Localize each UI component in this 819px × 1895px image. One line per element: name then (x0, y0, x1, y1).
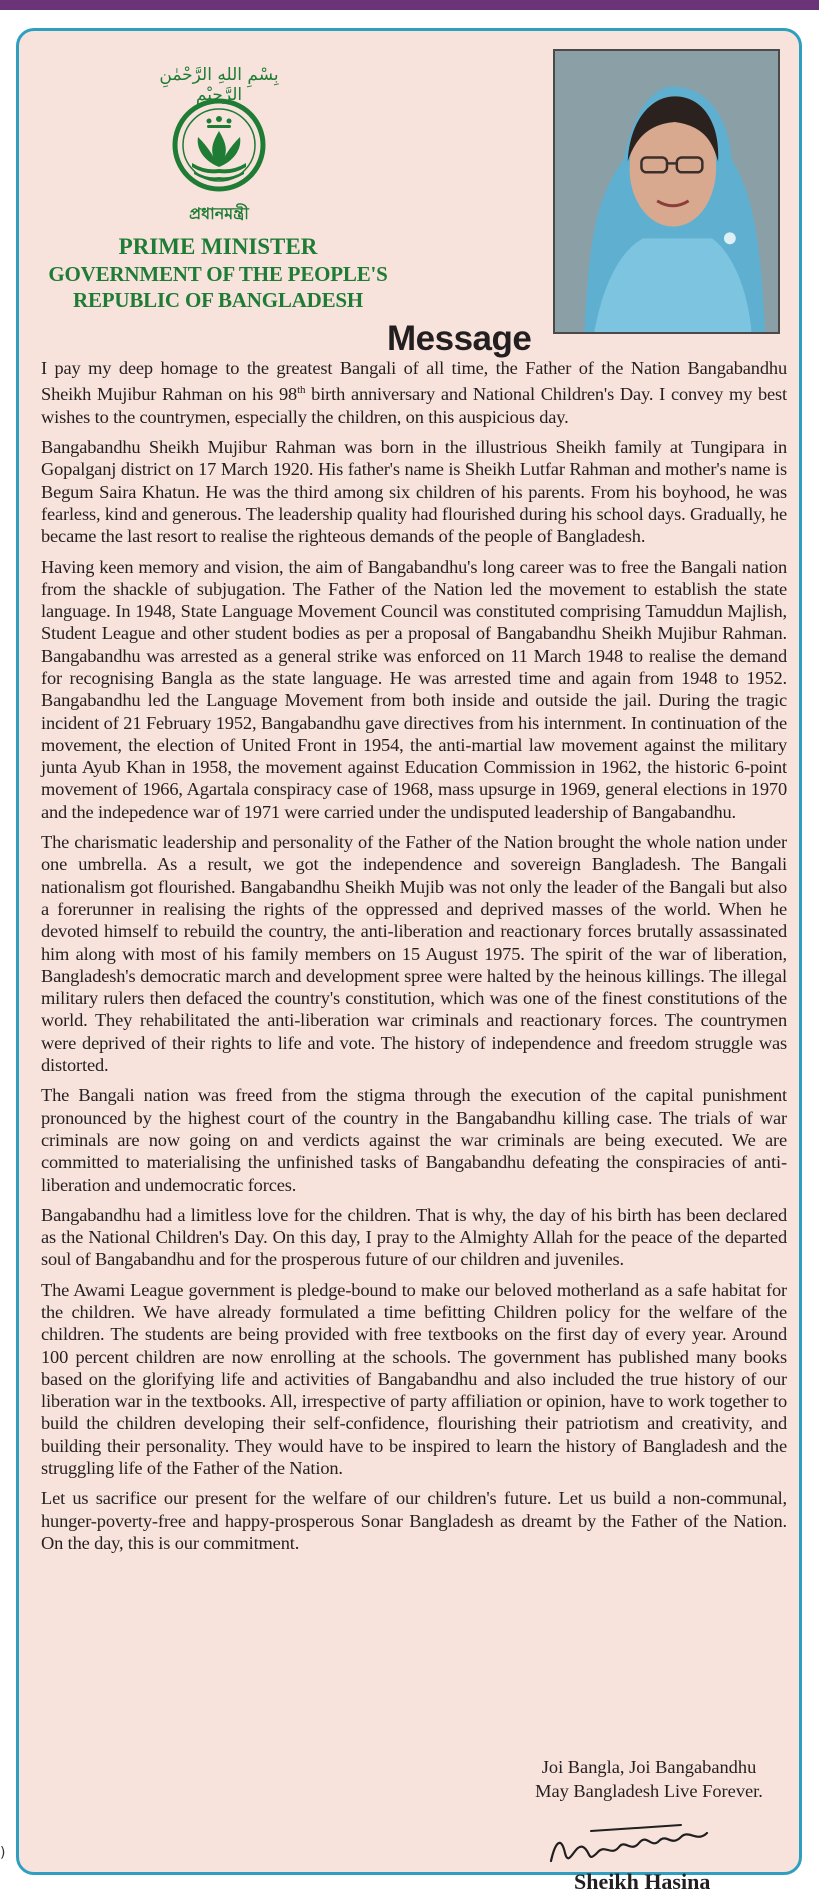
title-prime-minister: PRIME MINISTER (118, 234, 318, 259)
message-body (41, 357, 787, 1562)
paragraph: The Awami League government is pledge-bound to make our beloved motherland as a safe habitat for the children. We have already formulated a time befitting Children policy for the welfare of the children. The students are being provided with free textbooks on the first day of every year. Around 100 percent children are now enrolling at the schools. The government has published many books based on the glorifying life and activities of Bangabandhu and also included the true history of our liberation war in the textbooks. All, irrespective of party affiliation or opinion, have to work together to build the children developing their self-confidence, flourishing their patriotism and creativity, and building their personality. They would have to be inspired to learn the history of Bangladesh and the struggling life of the Father of the Nation. (41, 1279, 787, 1479)
closing-line-live-forever: May Bangladesh Live Forever. (535, 1781, 763, 1801)
signatory-name: Sheikh Hasina (574, 1869, 711, 1894)
prime-minister-portrait (553, 49, 780, 334)
message-heading: Message (387, 319, 532, 358)
office-title (35, 233, 401, 313)
paragraph: Let us sacrifice our present for the welfare of our children's future. Let us build a non-communal, hunger-poverty-free and happy-prosperous Sonar Bangladesh as dreamt by the Father of the Nation. On the day, this is our commitment. (41, 1488, 787, 1553)
bismillah-calligraphy: بِسْمِ اللهِ الرَّحْمٰنِ الرَّحِيْمِ (159, 65, 279, 105)
title-republic: REPUBLIC OF BANGLADESH (72, 288, 364, 312)
paragraph: The Bangali nation was freed from the stigma through the execution of the capital punishment pronounced by the highest court of the country in the Bangabandhu killing case. The trials of war criminals are now going on and verdicts against the war criminals are being executed. We are committed to materialising the unfinished tasks of Bangabandhu defeating the conspiracies of anti-liberation and undemocratic forces. (41, 1085, 787, 1195)
paragraph: I pay my deep homage to the greatest Bangali of all time, the Father of the Nation Bangabandhu Sheikh Mujibur Rahman on his 98th birth anniversary and National Children's Day. I convey my best wishes to the countrymen, especially the children, on this auspicious day. (41, 358, 787, 427)
margin-mark: ) (0, 1845, 6, 1861)
emblem-caption: প্রধানমন্ত্রী (189, 204, 249, 223)
paragraph: Bangabandhu Sheikh Mujibur Rahman was born in the illustrious Sheikh family at Tungipara in Gopalganj district on 17 March 1920. His father's name is Sheikh Lutfar Rahman and mother's name is Begum Saira Khatun. He was the third among six children of his parents. From his boyhood, he was fearless, kind and generous. The leadership quality had flourished during his school days. Gradually, he became the last resort to realise the righteous demands of the people of Bangladesh. (41, 437, 787, 547)
government-emblem-icon (162, 97, 277, 237)
top-color-bar (0, 0, 819, 10)
paragraph: The charismatic leadership and personality of the Father of the Nation brought the whole nation under one umbrella. As a result, we got the independence and sovereign Bangladesh. The Bangali nationalism got flourished. Bangabandhu Sheikh Mujib was not only the leader of the Bangali but also a forerunner in realising the rights of the oppressed and deprived masses of the world. When he devoted himself to rebuild the country, the anti-liberation and reactionary forces brutally assassinated him along with most of his family members on 15 August 1975. The spirit of the war of liberation, Bangladesh's democratic march and development spree were halted by the heinous killings. The illegal military rulers then defaced the country's constitution, which was one of the finest constitutions of the world. They rehabilitated the anti-liberation war criminals and reactionary forces. The countrymen were deprived of their rights to life and vote. The history of independence and freedom struggle was distorted. (41, 832, 787, 1076)
paragraph: Bangabandhu had a limitless love for the children. That is why, the day of his birth has been declared as the National Children's Day. On this day, I pray to the Almighty Allah for the peace of the departed soul of Bangabandhu and for the prosperous future of our children and juveniles. (41, 1204, 787, 1270)
paragraph: Having keen memory and vision, the aim of Bangabandhu's long career was to free the Bangali nation from the shackle of subjugation. The Father of the Nation led the movement to establish the state language. In 1948, State Language Movement Council was constituted comprising Tamuddun Majlish, Student League and other student bodies as per a proposal of Bangabandhu Sheikh Mujibur Rahman. Bangabandhu was arrested as a general strike was enforced on 11 March 1948 to realise the demand for recognising Bangla as the state language. He was arrested time and again from 1948 to 1952. Bangabandhu led the Language Movement from both inside and outside the jail. During the tragic incident of 21 February 1952, Bangabandhu gave directives from his internment. In continuation of the movement, the election of United Front in 1954, the anti-martial law movement against the military junta Ayub Khan in 1958, the movement against Education Commission in 1962, the historic 6-point movement of 1966, Agartala conspiracy case of 1968, mass upsurge in 1969, general elections in 1970 and the indepedence war of 1971 were carried under the undisputed leadership of Bangabandhu. (41, 556, 787, 822)
closing-line-joi-bangla: Joi Bangla, Joi Bangabandhu (541, 1757, 757, 1777)
message-frame (16, 28, 802, 1894)
closing-slogans (499, 1755, 799, 1803)
handwritten-signature (531, 1813, 731, 1873)
title-government: GOVERNMENT OF THE PEOPLE'S (48, 262, 388, 286)
